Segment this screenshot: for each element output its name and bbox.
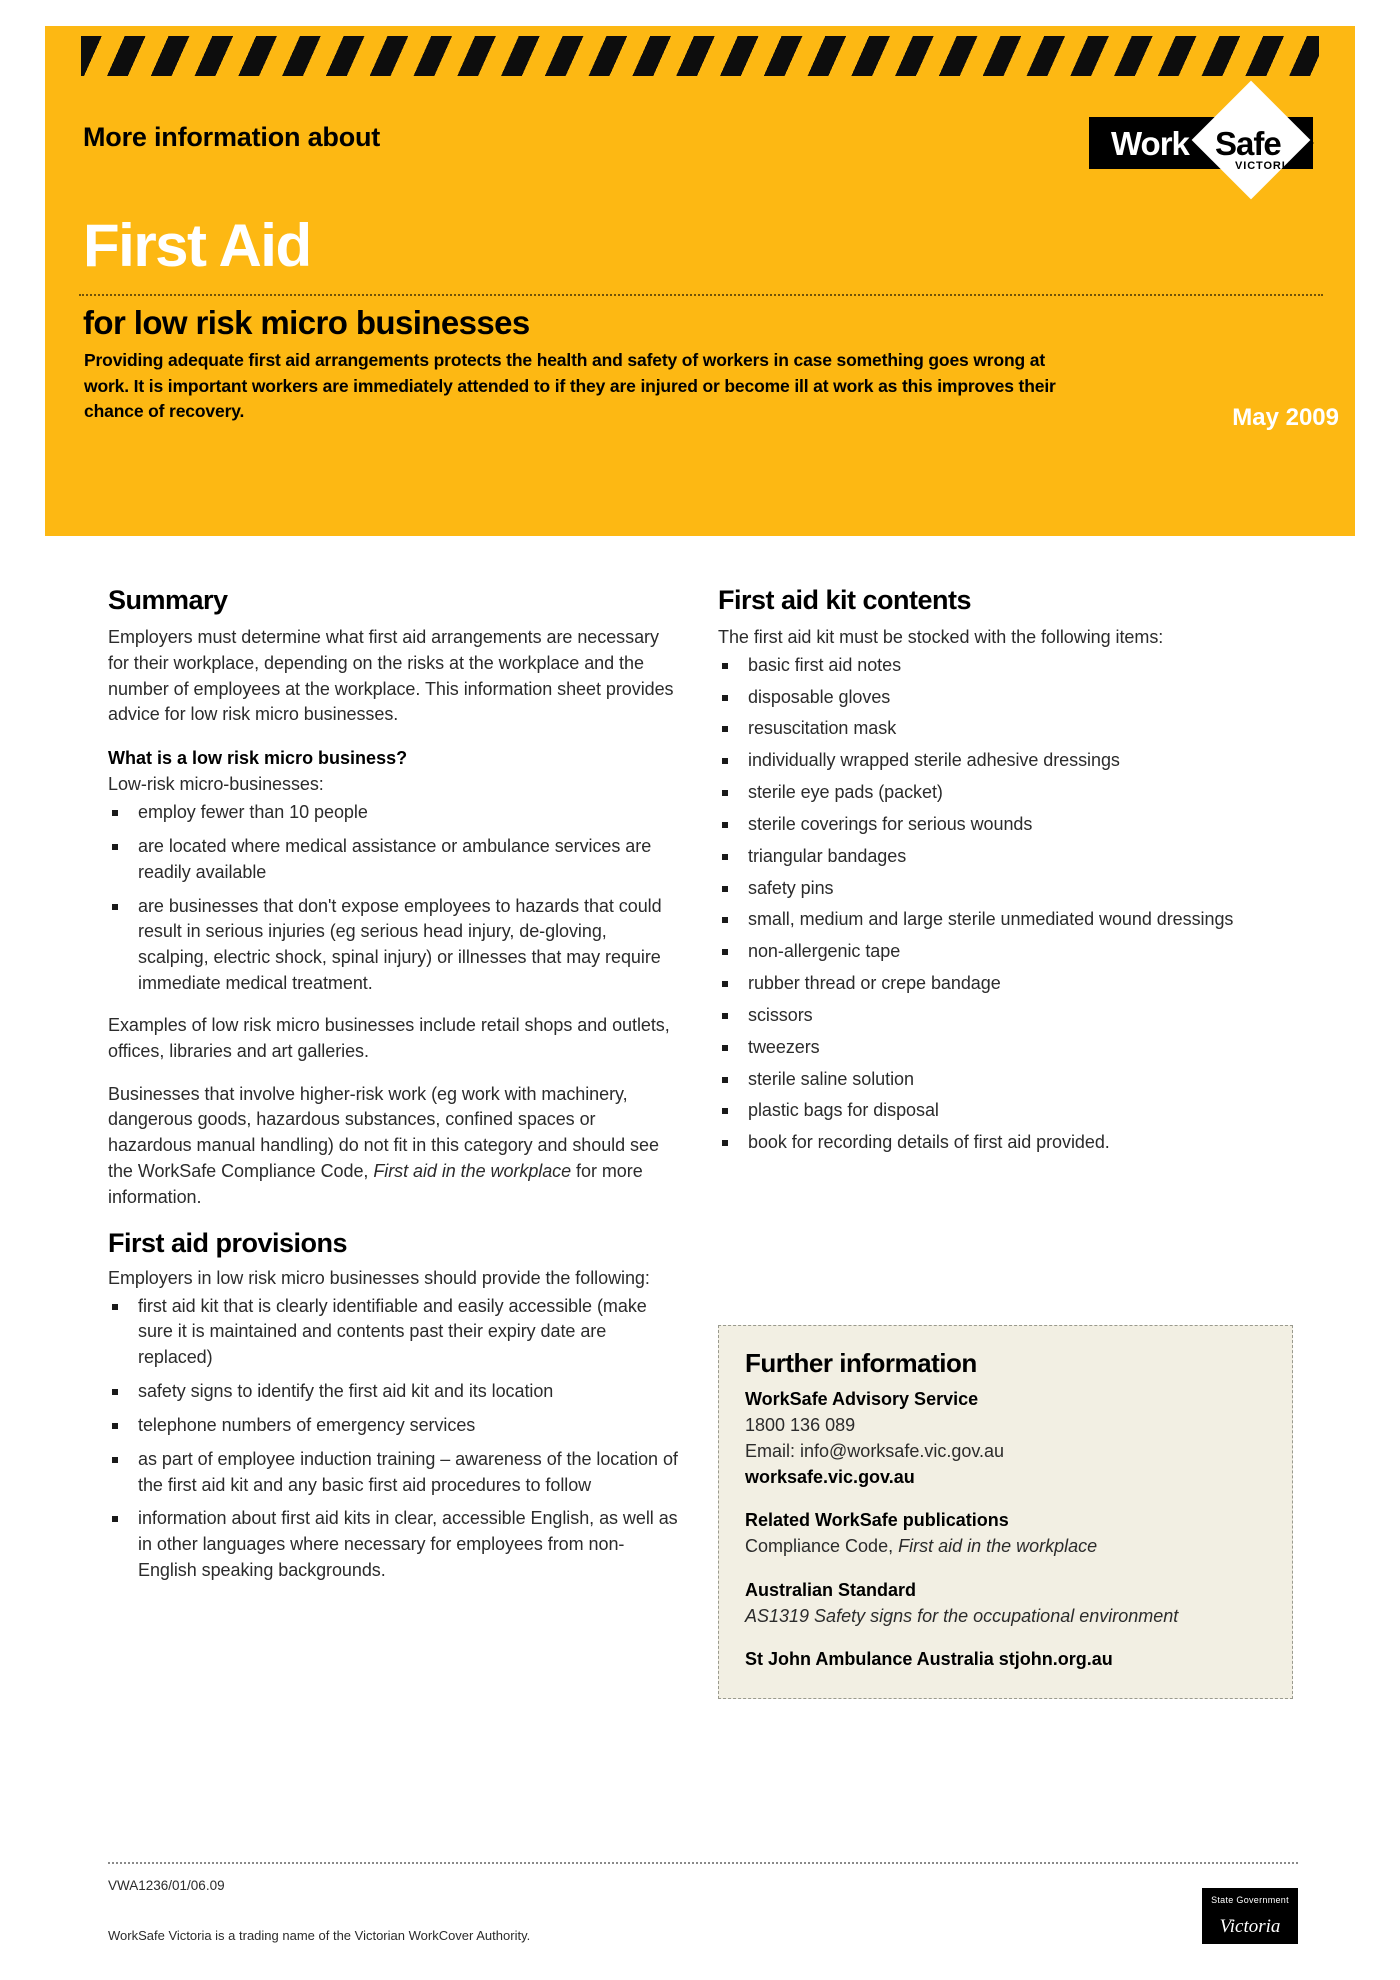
list-item: safety signs to identify the first aid kit and its location [108,1379,681,1405]
spacer [745,1629,1266,1646]
list-item: non-allergenic tape [718,939,1298,965]
worksafe-website-link[interactable]: worksafe.vic.gov.au [745,1467,915,1488]
kit-contents-lead-in: The first aid kit must be stocked with the following items: [718,627,1164,647]
list-item: tweezers [718,1035,1298,1061]
list-item: sterile saline solution [718,1067,1298,1093]
list-item: are businesses that don't expose employees to hazards that could result in serious injuries (eg serious head injury, de-gloving, scalping, electric shock, spinal injury) or illnesses that may require immediate medical treatment. [108,894,681,997]
spacer [745,1560,1266,1577]
low-risk-subheading: What is a low risk micro business? [108,748,408,769]
list-item: sterile coverings for serious wounds [718,812,1298,838]
vic-logo-crown-text: State Government [1211,1895,1289,1905]
logo-safe-text: Safe [1215,125,1281,162]
header-banner [45,26,1355,536]
list-item: as part of employee induction training – awareness of the location of the first aid kit and any basic first aid procedures to follow [108,1447,681,1499]
further-information-box [718,1325,1293,1699]
footer-legal-note: WorkSafe Victoria is a trading name of the Victorian WorkCover Authority. [108,1928,531,1943]
list-item: employ fewer than 10 people [108,800,681,826]
higher-risk-paragraph [108,1082,681,1211]
summary-paragraph: Employers must determine what first aid arrangements are necessary for their workplace, depending on the risks at the workplace and the number of employees at the workplace. This information sheet provides advice for low risk micro businesses. [108,627,674,725]
logo-victoria-text: VICTORIA [1235,160,1295,172]
provisions-lead-in: Employers in low risk micro businesses should provide the following: [108,1267,650,1288]
related-publications-label: Related WorkSafe publications [745,1510,1009,1531]
page-title: First Aid [83,212,311,279]
list-item: disposable gloves [718,685,1298,711]
list-item: scissors [718,1003,1298,1029]
victoria-government-logo [1202,1888,1298,1944]
list-item: plastic bags for disposal [718,1098,1298,1124]
publication-title: First aid in the workplace [898,1536,1098,1557]
low-risk-bullet-list [108,800,681,997]
australian-standard-label: Australian Standard [745,1579,917,1600]
publication-prefix: Compliance Code, [745,1536,899,1557]
examples-paragraph: Examples of low risk micro businesses include retail shops and outlets, offices, libraries and art galleries. [108,1014,670,1061]
right-column [718,585,1298,1172]
list-item: information about first aid kits in clear, accessible English, as well as in other languages where necessary for employees from non-English speaking backgrounds. [108,1506,681,1583]
related-publication-entry [745,1533,1266,1559]
banner-divider [79,294,1323,296]
worksafe-logo [1089,94,1339,186]
provisions-bullet-list [108,1294,681,1584]
list-item: rubber thread or crepe bandage [718,971,1298,997]
low-risk-lead-in: Low-risk micro-businesses: [108,774,324,795]
higher-risk-text-pre: Businesses that involve higher-risk work (eg work with machinery, dangerous goods, hazardous substances, confined spaces or hazardous manual handling) do not fit in this category and should see the WorkSafe Compliance Code, [108,1083,659,1182]
list-item: triangular bandages [718,844,1298,870]
kit-contents-heading: First aid kit contents [718,585,972,615]
footer-document-code: VWA1236/01/06.09 [108,1878,225,1893]
standard-title: AS1319 Safety signs for the occupational environment [745,1605,1179,1626]
list-item: book for recording details of first aid provided. [718,1130,1298,1156]
advisory-service-label: WorkSafe Advisory Service [745,1389,979,1409]
st-john-ambulance-link[interactable]: St John Ambulance Australia stjohn.org.au [745,1648,1113,1669]
vic-logo-wordmark: Victoria [1219,1916,1281,1937]
list-item: small, medium and large sterile unmediated wound dressings [718,907,1298,933]
header-eyebrow: More information about [83,122,381,152]
list-item: basic first aid notes [718,653,1298,679]
list-item: telephone numbers of emergency services [108,1413,681,1439]
list-item: resuscitation mask [718,716,1298,742]
header-intro-paragraph: Providing adequate first aid arrangements protects the health and safety of workers in case something goes wrong at work. It is important workers are immediately attended to if they are injured or become ill at work as this improves their chance of recovery. [84,350,1056,422]
summary-heading: Summary [108,585,228,615]
list-item: sterile eye pads (packet) [718,780,1298,806]
list-item: are located where medical assistance or ambulance services are readily available [108,834,681,886]
logo-work-text: Work [1111,125,1189,162]
compliance-code-title: First aid in the workplace [373,1161,572,1182]
advisory-email[interactable]: Email: info@worksafe.vic.gov.au [745,1441,1005,1462]
list-item: individually wrapped sterile adhesive dressings [718,748,1298,774]
further-information-heading: Further information [745,1348,977,1378]
page-subtitle: for low risk micro businesses [83,304,530,341]
list-item: safety pins [718,876,1298,902]
list-item: first aid kit that is clearly identifiable and easily accessible (make sure it is maintained and contents past their expiry date are replaced) [108,1294,681,1371]
higher-risk-text-post: for more information. [108,1161,643,1207]
spacer [745,1490,1266,1507]
left-column [108,585,681,1600]
advisory-phone-number[interactable]: 1800 136 089 [745,1415,856,1436]
australian-standard-entry [745,1603,1266,1629]
provisions-heading: First aid provisions [108,1227,348,1258]
footer-divider [108,1862,1298,1864]
kit-contents-list [718,653,1298,1156]
publication-date: May 2009 [1232,404,1339,431]
hazard-stripes-icon [81,36,1319,76]
